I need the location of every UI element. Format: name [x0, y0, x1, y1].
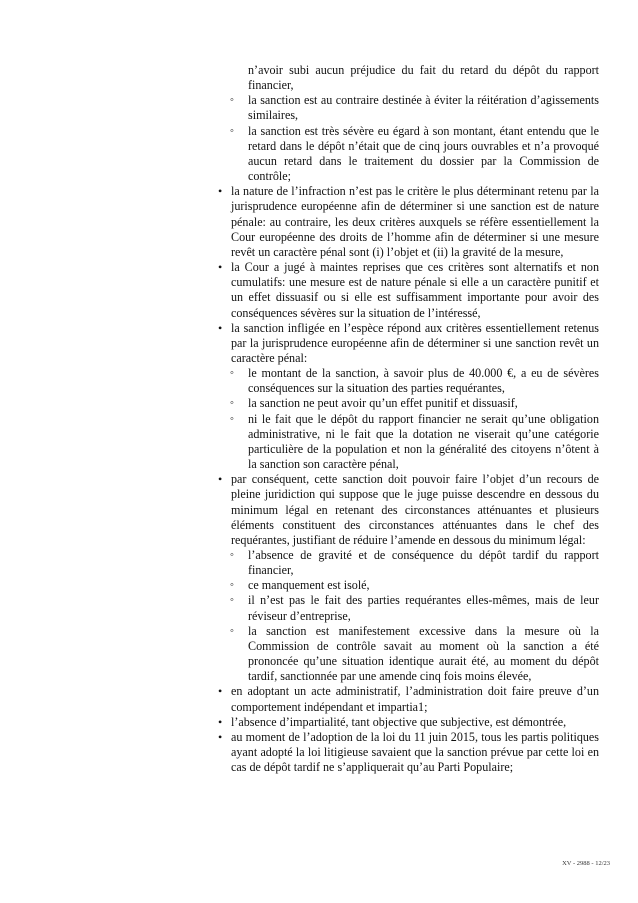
sub-bullet-item [230, 93, 599, 123]
bullet-icon: • [218, 472, 223, 487]
hollow-bullet-icon: ◦ [230, 124, 234, 137]
item-text: l’absence d’impartialité, tant objective que subjective, est démontrée, [231, 714, 567, 729]
bullet-item [218, 260, 599, 321]
item-text: la Cour a jugé à maintes reprises que ces critères sont alternatifs et non cumulatifs: une mesure est de nature pénale si elle a un caractère punitif et un effet dissuasif ou si elle est suffisamment importante pour avoir des conséquences sévères sur la situation de l’intéressé, [231, 260, 599, 320]
hollow-bullet-icon: ◦ [230, 397, 234, 410]
hollow-bullet-icon: ◦ [230, 579, 234, 592]
bullet-icon: • [218, 320, 223, 335]
bullet-item [218, 184, 599, 260]
hollow-bullet-icon: ◦ [230, 367, 234, 380]
hollow-bullet-icon: ◦ [230, 549, 234, 561]
bullet-icon: • [218, 260, 223, 275]
hollow-bullet-icon: ◦ [230, 412, 234, 425]
bullet-item [218, 714, 599, 730]
item-text: la sanction est manifestement excessive dans la mesure où la Commission de contrôle savait au moment où la sanction a été prononcée qu’une situation identique aurait été, au moment du dépôt tardif, sanctionnée par une amende cinq fois moins élevée, [248, 623, 599, 684]
item-text: il n’est pas le fait des parties requérantes elles-mêmes, mais de leur réviseur d’entreprise, [248, 593, 599, 623]
item-text: la sanction infligée en l’espèce répond aux critères essentiellement retenus par la jurisprudence européenne afin de déterminer si une sanction revêt un caractère pénal: [231, 320, 599, 365]
sub-bullet-item [230, 396, 599, 411]
item-text: la sanction ne peut avoir qu’un effet punitif et dissuasif, [248, 396, 518, 411]
item-text: ce manquement est isolé, [248, 578, 370, 593]
item-text: le montant de la sanction, à savoir plus de 40.000 €, a eu de sévères conséquences sur la situation des parties requérantes, [248, 366, 599, 396]
bullet-item [218, 684, 599, 714]
sub-bullet-item [230, 578, 599, 593]
bullet-item [218, 729, 599, 775]
bullet-icon: • [218, 714, 223, 729]
item-text: par conséquent, cette sanction doit pouvoir faire l’objet d’un recours de pleine juridiction qui suppose que le juge puisse descendre en dessous du minimum légal en retenant des circonstances atténuantes et plusieurs éléments constituent des circonstances atténuantes dans le chef des requérantes, justifiant de réduire l’amende en dessous du minimum légal: [231, 472, 599, 547]
item-text: la nature de l’infraction n’est pas le critère le plus déterminant retenu par la jurisprudence européenne afin de déterminer si une sanction est de nature pénale: au contraire, les deux critères auxquels se réfère essentiellement la Cour européenne des droits de l’homme afin de déterminer si une mesure revêt un caractère pénal sont (i) l’objet et (ii) la gravité de la mesure, [231, 184, 599, 259]
bullet-icon: • [218, 729, 223, 744]
bullet-list [0, 63, 638, 775]
bullet-icon: • [218, 684, 223, 699]
item-text: la sanction est très sévère eu égard à son montant, étant entendu que le retard dans le dépôt n’était que de cinq jours ouvrables et n’a provoqué aucun retard dans le traitement du dossier par la Commission de contrôle; [248, 123, 599, 184]
hollow-bullet-icon: ◦ [230, 94, 234, 107]
item-text: la sanction est au contraire destinée à éviter la réitération d’agissements similaires, [248, 93, 599, 123]
bullet-item [218, 320, 599, 366]
bullet-icon: • [218, 184, 223, 199]
bullet-item [218, 472, 599, 548]
hollow-bullet-icon: ◦ [230, 624, 234, 637]
sub-bullet-item [230, 411, 599, 473]
sub-bullet-item [230, 593, 599, 623]
continuation-text [248, 63, 599, 93]
sub-bullet-item [230, 123, 599, 185]
item-text: n’avoir subi aucun préjudice du fait du retard du dépôt du rapport financier, [248, 63, 599, 93]
sub-bullet-item [230, 366, 599, 396]
page-footer: XV - 2988 - 12/23 [562, 860, 610, 867]
sub-bullet-item [230, 548, 599, 578]
item-text: en adoptant un acte administratif, l’administration doit faire preuve d’un comportement indépendant et impartia1; [231, 684, 599, 714]
item-text: au moment de l’adoption de la loi du 11 juin 2015, tous les partis politiques ayant adopté la loi litigieuse savaient que la sanction prévue par cette loi en cas de dépôt tardif ne s’appliquerait qu’au Parti Populaire; [231, 729, 599, 775]
hollow-bullet-icon: ◦ [230, 594, 234, 607]
sub-bullet-item [230, 623, 599, 685]
item-text: ni le fait que le dépôt du rapport financier ne serait qu’une obligation administrative, ni le fait que la dotation ne viserait qu’une catégorie particulière de la population et non la généralité des citoyens n’ôtent à la sanction son caractère pénal, [248, 411, 599, 472]
item-text: l’absence de gravité et de conséquence du dépôt tardif du rapport financier, [248, 548, 599, 578]
